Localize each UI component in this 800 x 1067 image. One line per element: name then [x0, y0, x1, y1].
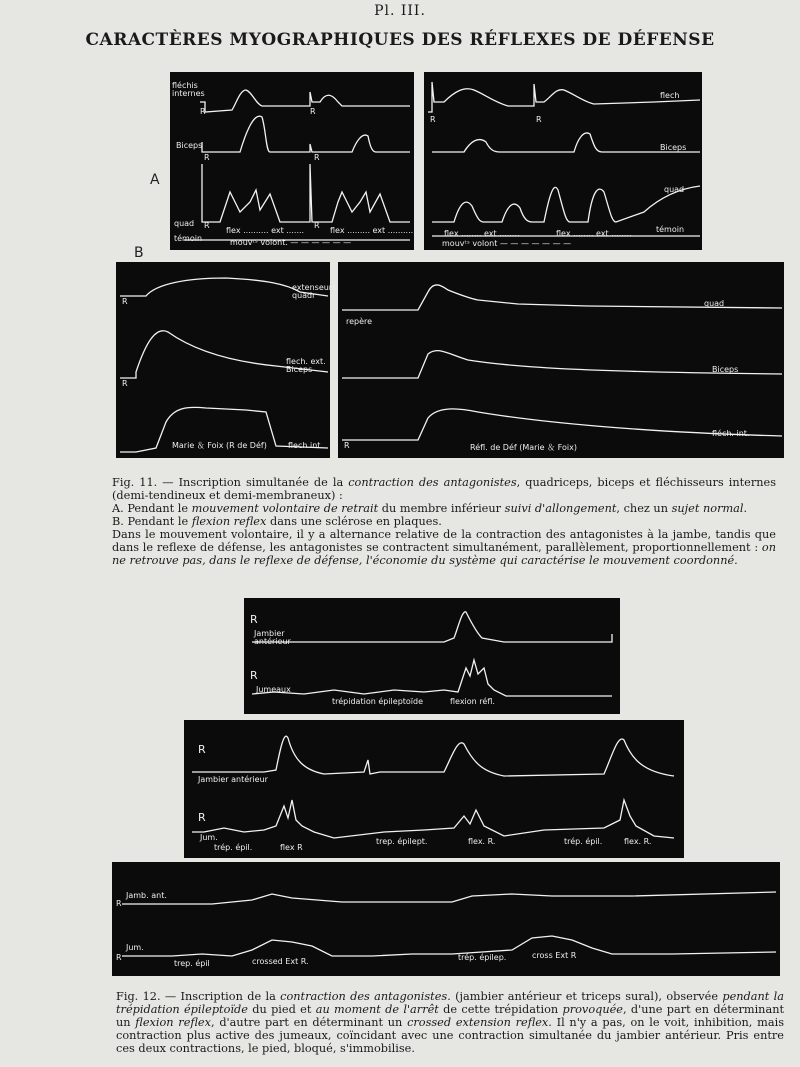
label-biceps: Biceps — [712, 365, 739, 374]
label-biceps: Biceps — [660, 143, 687, 152]
label-trep-epil-1: trép. épil. — [214, 843, 253, 852]
myogram-panel-12-top — [244, 598, 620, 714]
figure-side-label-b: B — [134, 245, 144, 261]
label-flex-r-3: flex. R. — [624, 837, 652, 846]
reflex-marker: R — [344, 441, 350, 450]
figure-12-caption — [116, 990, 784, 1055]
label-temoin: témoin — [174, 234, 203, 243]
reflex-marker: R — [250, 613, 258, 626]
caption-body: Dans le mouvement volontaire, il y a alternance relative de la contraction des antagonistes à la jambe, tandis que dans le reflexe de défense, les antagonistes se contractent simultanément, parallèlement, proportionnellement : on ne retrouve pas, dans le reflexe de défense, l'économie du système qui caractérise le mouvement coordonné. — [112, 528, 776, 567]
caption-item-a: A. Pendant le mouvement volontaire de retrait du membre inférieur suivi d'allongement, chez un sujet normal. — [112, 502, 748, 515]
label-biceps: Biceps — [176, 141, 203, 150]
label-mouvements-volontaires: mouvᵗˢ volont — — — — — — — — [442, 239, 572, 248]
label-flech-ext-biceps: flech. ext. Biceps — [286, 357, 326, 374]
label-quad: quad — [174, 219, 195, 228]
reflex-marker: R — [536, 115, 542, 124]
reflex-marker: R — [198, 811, 206, 824]
myogram-panel-a-left — [170, 72, 414, 250]
label-trep-epilep-2: trép. épilep. — [458, 953, 507, 962]
reflex-marker: R — [116, 953, 122, 962]
myogram-panel-b-right — [338, 262, 784, 458]
myogram-panel-a-right — [424, 72, 702, 250]
figure-side-label-a: A — [150, 172, 160, 188]
plate-title: CARACTÈRES MYOGRAPHIQUES DES RÉFLEXES DE DÉFENSE — [85, 30, 715, 50]
label-crossed-ext-r-2: cross Ext R — [532, 951, 577, 960]
label-flexion-reflexe: flexion réfl. — [450, 697, 495, 706]
label-jum: Jum. — [126, 943, 144, 952]
plate-number: Pl. III. — [374, 3, 426, 19]
reflex-marker: R — [122, 379, 128, 388]
label-flech-int: fléch. int. — [712, 429, 750, 438]
label-crossed-ext-r-1: crossed Ext R. — [252, 957, 309, 966]
reflex-marker: R — [204, 153, 210, 162]
label-jambier-anterieur: Jambier antérieur — [198, 775, 268, 784]
label-mouvements-volontaires: mouvᵗˢ volont. — — — — — — — [230, 238, 352, 247]
reflex-marker: R — [204, 221, 210, 230]
label-flex-ext-1: flex ........ ext ........ — [444, 229, 520, 238]
reflex-marker: R — [116, 899, 122, 908]
label-quad: quad — [704, 299, 725, 308]
caption-lead: Fig. 11. — Inscription simultanée de la contraction des antagonistes, quadriceps, biceps et fléchisseurs internes (demi-tendineux et demi-membraneux) : — [112, 476, 777, 502]
traces-12-middle — [184, 720, 684, 858]
label-extenseurs-quadr: extenseurs quadr — [292, 283, 337, 300]
caption-item-b: B. Pendant le flexion reflex dans une sclérose en plaques. — [112, 515, 442, 528]
label-trepidation-epileptoide: trépidation épileptoïde — [332, 697, 424, 706]
label-flex-r-2: flex. R. — [468, 837, 496, 846]
label-jamb-ant: Jamb. ant. — [126, 891, 167, 900]
label-temoin: témoin — [656, 225, 685, 234]
label-quad: quad — [664, 185, 685, 194]
label-flex-ext-2: flex ........ ext ........ — [556, 229, 632, 238]
myogram-panel-12-middle — [184, 720, 684, 858]
reflex-marker: R — [250, 669, 258, 682]
label-flech: flech — [660, 91, 680, 100]
myogram-panel-b-left — [116, 262, 337, 458]
label-jumeaux: Jumeaux — [256, 685, 291, 694]
label-flex-ext-2: flex ......... ext .......... — [330, 226, 414, 235]
label-jum: Jum. — [200, 833, 218, 842]
reflex-marker: R — [314, 153, 320, 162]
label-flech-int: flech int — [288, 441, 321, 450]
figure-11-caption — [112, 476, 776, 567]
reflex-marker: R — [198, 743, 206, 756]
label-flechis-internes: fléchis internes — [172, 81, 205, 98]
label-trep-epilept-2: trep. épilept. — [376, 837, 428, 846]
reflex-marker: R — [314, 221, 320, 230]
label-flex-ext-1: flex .......... ext ....... — [226, 226, 305, 235]
label-reflexe-defense: Réfl. de Déf (Marie ＆ Foix) — [470, 443, 577, 452]
label-trep-epil-3: trép. épil. — [564, 837, 603, 846]
label-trep-epil-1: trep. épil — [174, 959, 210, 968]
reflex-marker: R — [310, 107, 316, 116]
label-flex-r-1: flex R — [280, 843, 303, 852]
caption-text: Fig. 12. — Inscription de la contraction des antagonistes. (jambier antérieur et triceps sural), observée pendant la trépidation épileptoïde du pied et au moment de l'arrêt de cette trépidation provoquée, d'une part en déterminant un flexion reflex, d'autre part en déterminant un crossed extension reflex. Il n'y a pas, on le voit, inhibition, mais contraction plus active des jumeaux, coïncidant avec une contraction simultanée du jambier antérieur. Pris entre ces deux contractions, le pied, bloqué, s'immobilise. — [116, 990, 785, 1055]
traces-12-top — [244, 598, 620, 714]
reflex-marker: R — [200, 107, 206, 116]
reflex-marker: R — [122, 297, 128, 306]
traces-12-bottom — [112, 862, 780, 976]
reflex-marker: R — [430, 115, 436, 124]
label-jambier-anterieur: Jambier antérieur — [254, 629, 291, 646]
myogram-panel-12-bottom — [112, 862, 780, 976]
label-repere: repère — [346, 317, 373, 326]
label-marie-foix: Marie ＆ Foix (R de Déf) — [172, 441, 267, 450]
